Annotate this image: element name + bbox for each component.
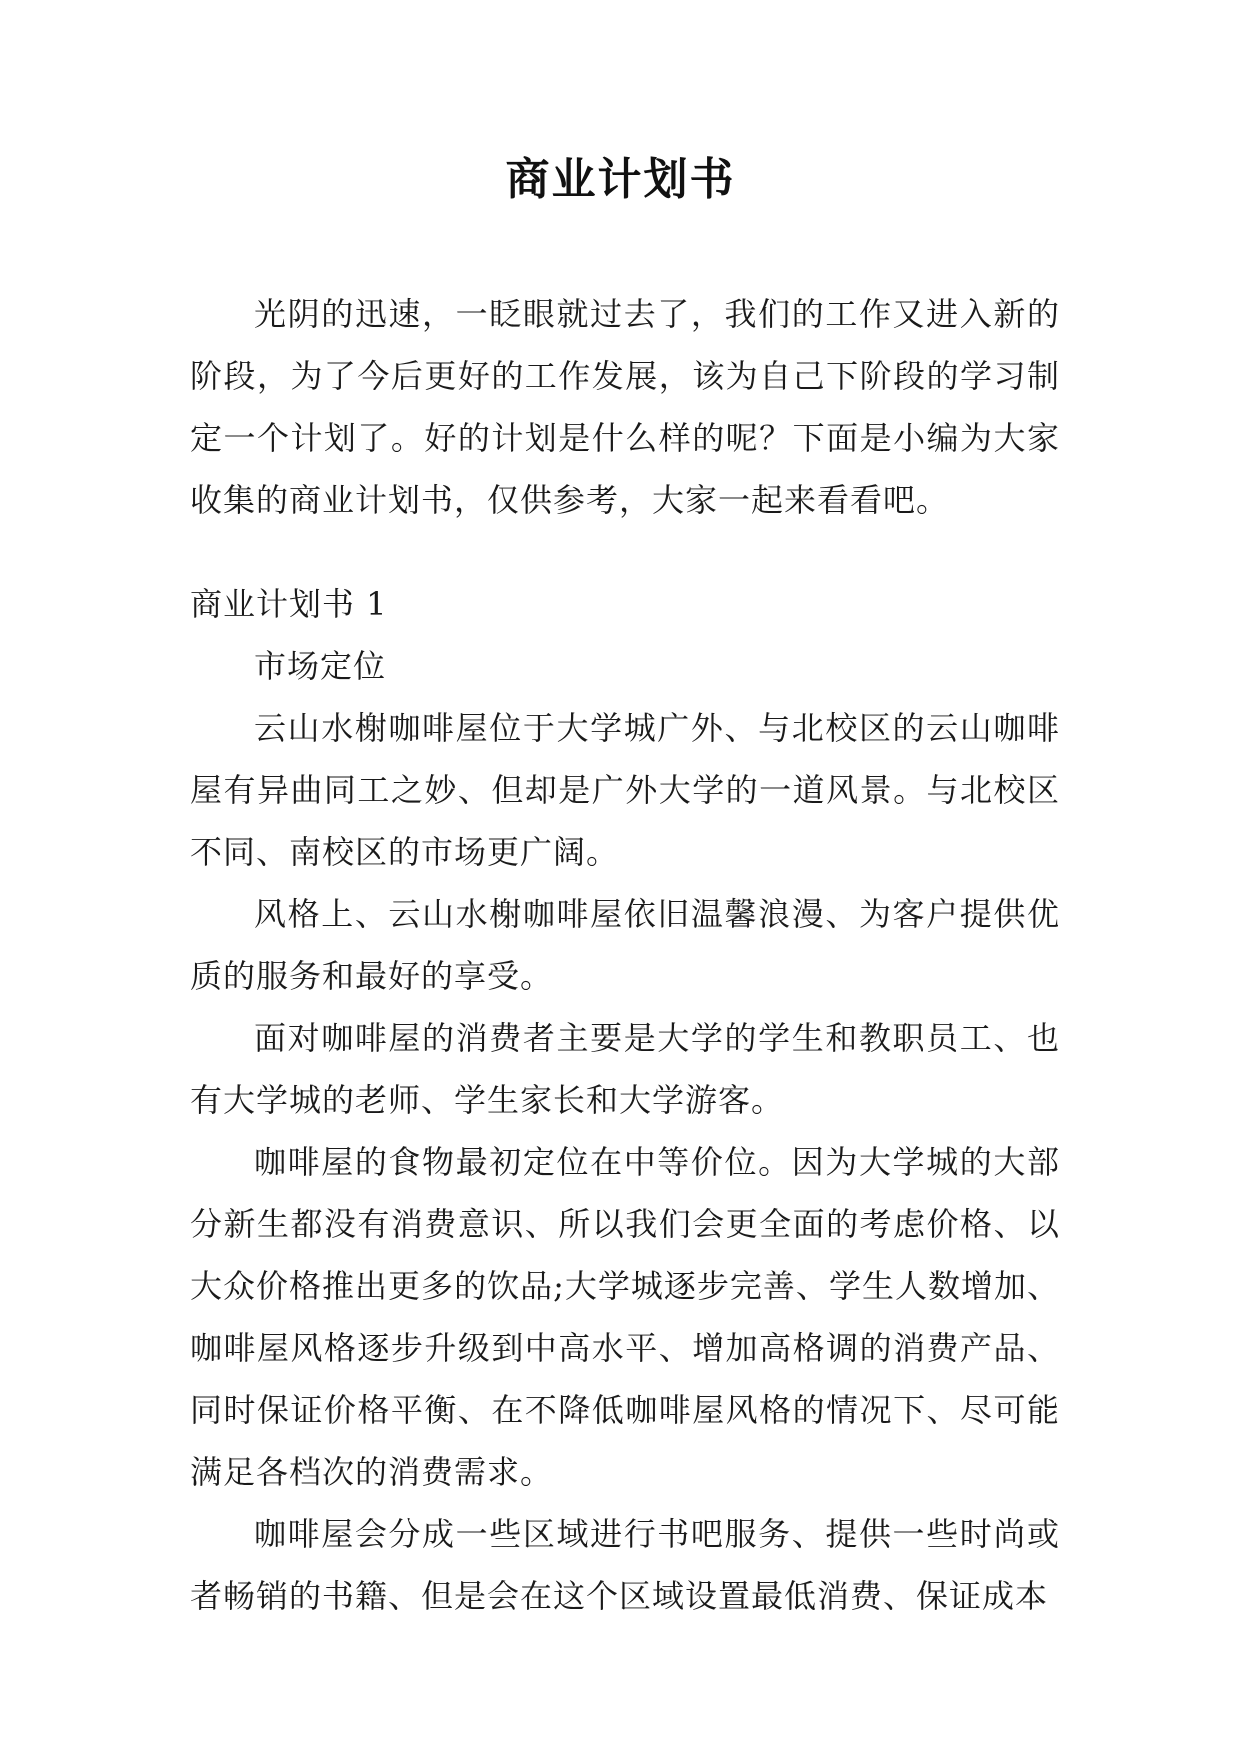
- section-subheading: 市场定位: [254, 647, 387, 685]
- body-paragraph: 咖啡屋的食物最初定位在中等价位。因为大学城的大部分新生都没有消费意识、所以我们会更全面的考虑价格、以大众价格推出更多的饮品;大学城逐步完善、学生人数增加、咖啡屋风格逐步升级到中高水平、增加高格调的消费产品、同时保证价格平衡、在不降低咖啡屋风格的情况下、尽可能满足各档次的消费需求。: [190, 1143, 1060, 1491]
- section-title: 商业计划书 1: [190, 585, 388, 623]
- intro-block: [190, 283, 1060, 531]
- body-paragraph: 云山水榭咖啡屋位于大学城广外、与北校区的云山咖啡屋有异曲同工之妙、但却是广外大学的一道风景。与北校区不同、南校区的市场更广阔。: [190, 709, 1060, 871]
- intro-paragraph: 光阴的迅速，一眨眼就过去了，我们的工作又进入新的阶段，为了今后更好的工作发展，该为自己下阶段的学习制定一个计划了。好的计划是什么样的呢？下面是小编为大家收集的商业计划书，仅供参考，大家一起来看看吧。: [190, 295, 1060, 519]
- section-block: [190, 573, 1060, 1627]
- body-paragraph: 风格上、云山水榭咖啡屋依旧温馨浪漫、为客户提供优质的服务和最好的享受。: [190, 895, 1060, 995]
- body-paragraph: 咖啡屋会分成一些区域进行书吧服务、提供一些时尚或者畅销的书籍、但是会在这个区域设置最低消费、保证成本: [190, 1515, 1060, 1615]
- document-title: 商业计划书: [505, 154, 736, 205]
- body-paragraph: 面对咖啡屋的消费者主要是大学的学生和教职员工、也有大学城的老师、学生家长和大学游客。: [190, 1019, 1060, 1119]
